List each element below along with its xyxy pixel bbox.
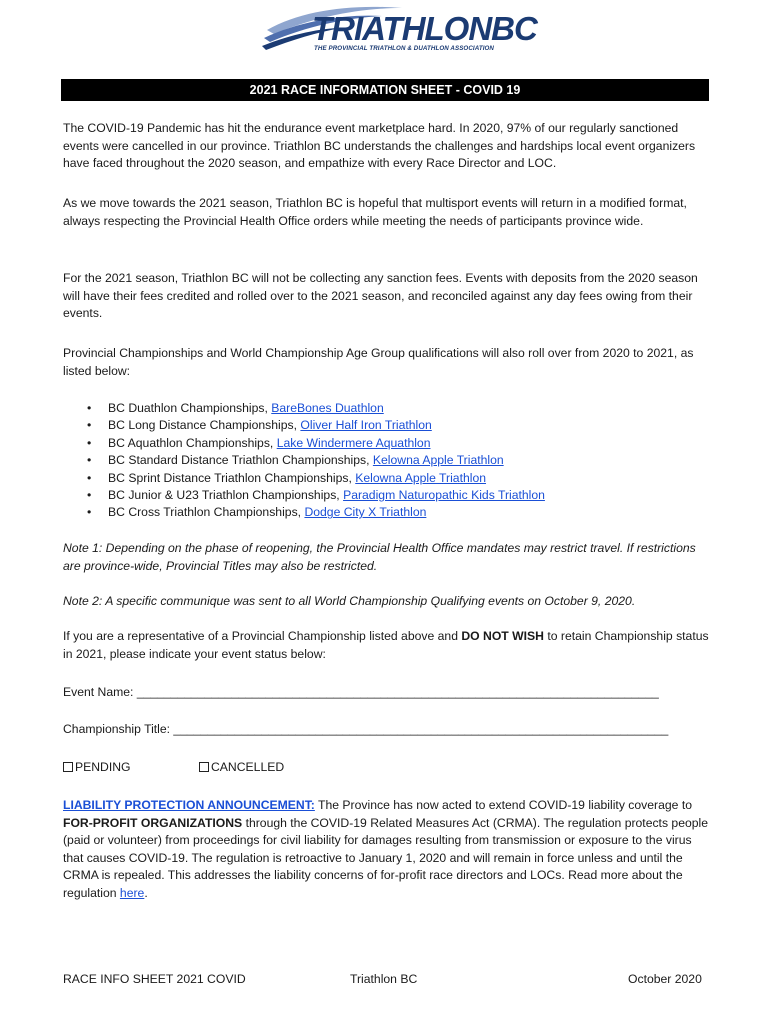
logo-tagline: THE PROVINCIAL TRIATHLON & DUATHLON ASSOCIATION: [314, 45, 495, 52]
pending-checkbox[interactable]: [63, 762, 73, 772]
liability-text: The Province has now acted to extend COVID-19 liability coverage to: [314, 798, 692, 812]
footer-right: October 2020: [628, 972, 702, 986]
page-title: 2021 RACE INFORMATION SHEET - COVID 19: [61, 79, 709, 101]
liability-text-body: through the COVID-19 Related Measures Act (CRMA). The regulation protects people (paid or volunteer) from proceedings for civil liability for damages resulting from transmission or exposure to the virus that causes COVID-19. The regulation is retroactive to January 1, 2020 and will remain in force unless and until the CRMA is repealed. This addresses the liability concerns of for-profit race directors and LOCs. Read more about the regulation: [63, 815, 709, 900]
event-link-barebones-duathlon[interactable]: BareBones Duathlon: [271, 401, 384, 415]
paragraph-2021-season: As we move towards the 2021 season, Triathlon BC is hopeful that multisport events will return in a modified format, always respecting the Provincial Health Office orders while meeting the needs of participants province wide.: [63, 196, 687, 228]
representative-instructions: [63, 628, 713, 663]
championship-list: [84, 400, 724, 522]
footer-left: RACE INFO SHEET 2021 COVID: [63, 972, 246, 986]
liability-end: .: [144, 885, 148, 900]
cancelled-label: CANCELLED: [211, 760, 285, 774]
list-item: [84, 435, 724, 452]
championship-title-field[interactable]: Championship Title: _________________________________________________________________________: [63, 722, 669, 736]
event-link-oliver-half-iron[interactable]: Oliver Half Iron Triathlon: [300, 418, 432, 433]
list-item: [84, 504, 724, 521]
bullet-icon: •: [87, 435, 92, 450]
cancelled-checkbox[interactable]: [199, 762, 209, 772]
note-2: Note 2: A specific communique was sent to all World Championship Qualifying events on October 9, 2020.: [63, 594, 636, 608]
list-item: [84, 400, 724, 417]
regulation-here-link[interactable]: here: [119, 885, 145, 900]
bullet-icon: •: [87, 418, 92, 433]
championship-title: BC Aquathlon Championships,: [108, 435, 277, 450]
list-item: [84, 452, 724, 469]
list-item: [84, 417, 724, 434]
event-link-dodge-city[interactable]: Dodge City X Triathlon: [304, 505, 427, 520]
footer-center: Triathlon BC: [350, 972, 418, 986]
pending-option[interactable]: [63, 760, 131, 774]
liability-announcement: [63, 797, 711, 902]
event-link-kelowna-apple-sprint[interactable]: Kelowna Apple Triathlon: [355, 470, 487, 485]
paragraph-sanction-fees: For the 2021 season, Triathlon BC will not be collecting any sanction fees. Events with deposits from the 2020 season will have their fees credited and rolled over to the 2021 season, and reconciled against any day fees owing from their events.: [63, 271, 698, 320]
bullet-icon: •: [87, 488, 92, 503]
bullet-icon: •: [87, 470, 92, 485]
championship-title: BC Cross Triathlon Championships,: [108, 505, 305, 520]
paragraph-championships-intro: Provincial Championships and World Championship Age Group qualifications will also roll over from 2020 to 2021, as listed below:: [63, 346, 694, 378]
championship-title: BC Junior & U23 Triathlon Championships,: [108, 488, 344, 503]
list-item: [84, 470, 724, 487]
do-not-wish-emphasis: DO NOT WISH: [461, 629, 544, 643]
instructions-text: If you are a representative of a Provincial Championship listed above and: [63, 629, 462, 643]
for-profit-emphasis: FOR-PROFIT ORGANIZATIONS: [63, 815, 243, 830]
logo-wordmark: TRIATHLONBC: [312, 10, 537, 47]
bullet-icon: •: [87, 453, 92, 468]
note-1: Note 1: Depending on the phase of reopening, the Provincial Health Office mandates may restrict travel. If restrictions are province-wide, Provincial Titles may also be restricted.: [63, 541, 696, 573]
instructions-text-end: to retain Championship status in 2021, please indicate your event status below:: [63, 629, 709, 661]
paragraph-impact: The COVID-19 Pandemic has hit the endurance event marketplace hard. In 2020, 97% of our regularly sanctioned events were cancelled in our province. Triathlon BC understands the challenges and hardships local event organizers have faced throughout the 2020 season, and empathize with every Race Director and LOC.: [63, 121, 696, 170]
championship-title: BC Duathlon Championships,: [108, 401, 272, 415]
bullet-icon: •: [87, 401, 92, 415]
championship-title: BC Long Distance Championships,: [108, 418, 301, 433]
championship-title: BC Standard Distance Triathlon Championships,: [108, 453, 373, 468]
event-link-lake-windermere[interactable]: Lake Windermere Aquathlon: [276, 435, 431, 450]
event-link-paradigm-kids[interactable]: Paradigm Naturopathic Kids Triathlon: [343, 488, 545, 503]
liability-heading-link[interactable]: LIABILITY PROTECTION ANNOUNCEMENT:: [63, 798, 315, 812]
pending-label: PENDING: [75, 760, 131, 774]
event-name-field[interactable]: Event Name: _____________________________________________________________________________: [63, 685, 659, 699]
event-link-kelowna-apple-standard[interactable]: Kelowna Apple Triathlon: [372, 453, 504, 468]
championship-title: BC Sprint Distance Triathlon Championships,: [108, 470, 356, 485]
cancelled-option[interactable]: [199, 760, 284, 774]
list-item: [84, 487, 724, 504]
triathlon-bc-logo: [262, 4, 537, 56]
bullet-icon: •: [87, 505, 92, 520]
